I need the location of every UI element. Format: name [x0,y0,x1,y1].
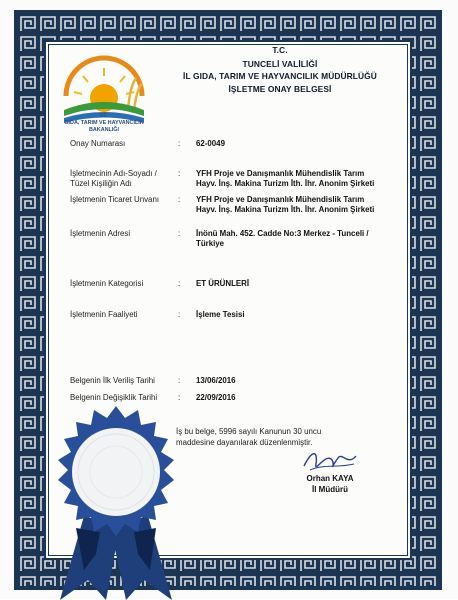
field-value-first-issue-date: 13/06/2016 [196,376,236,385]
field-label-trade-name: İşletmenin Ticaret Unvanı [70,195,160,204]
legal-note-line1: İş bu belge, 5996 sayılı Kanunun 30 uncu [176,427,322,436]
page-title: İŞLETME ONAY BELGESİ [228,84,332,94]
field-colon: : [178,310,181,319]
signatory-title: İl Müdürü [312,485,348,494]
field-label-activity: İşletmenin Faaliyeti [70,310,138,319]
legal-basis-note [176,427,396,448]
field-colon: : [178,279,181,288]
header-tc: T.C. [272,45,288,55]
field-label-category: İşletmenin Kategorisi [70,279,144,288]
field-value-address: İnönü Mah. 452. Cadde No:3 Merkez - Tunceli / [196,229,369,238]
field-value-operator-name-2: Hayv. İnş. Makina Turizm İth. İhr. Anonim Şirketi [196,179,375,188]
field-colon: : [178,393,181,402]
field-value-address-2: Türkiye [196,239,225,248]
header-directorate: İL GIDA, TARIM VE HAYVANCILIK MÜDÜRLÜĞÜ [183,71,377,81]
field-value-change-date: 22/09/2016 [196,393,236,402]
signature-mark [298,446,364,476]
field-label-change-date: Belgenin Değişiklik Tarihi [70,393,158,402]
field-colon: : [178,376,181,385]
field-value-category: ET ÜRÜNLERİ [196,279,250,288]
field-value-activity: İşleme Tesisi [196,310,245,319]
logo-caption-ministry: GIDA, TARIM VE HAYVANCILIK [64,120,144,126]
field-label-first-issue-date: Belgenin İlk Veriliş Tarihi [70,376,155,385]
header-governorship: TUNCELİ VALİLİĞİ [242,59,318,69]
field-label-operator-name: İşletmecinin Adı-Soyadı / [70,169,157,178]
field-colon: : [178,195,181,204]
field-label-address: İşletmenin Adresi [70,229,131,238]
logo-caption-tc: T.C. [99,113,109,119]
field-value-operator-name: YFH Proje ve Danışmanlık Mühendislik Tarım [196,169,365,178]
rosette-seal-icon [40,404,190,600]
field-value-approval-number: 62-0049 [196,139,225,148]
field-colon: : [178,229,181,238]
signatory-name: Orhan KAYA [306,474,354,483]
field-label-approval-number: Onay Numarası [70,139,126,148]
field-colon: : [178,139,181,148]
logo-caption-bakanlik: BAKANLIĞI [89,127,119,133]
field-colon: : [178,169,181,178]
field-label-operator-name-2: Tüzel Kişiliğin Adı [70,179,132,188]
field-value-trade-name: YFH Proje ve Danışmanlık Mühendislik Tarım [196,195,365,204]
legal-note-line2: maddesine dayanılarak düzenlenmiştir. [176,437,313,447]
field-value-trade-name-2: Hayv. İnş. Makina Turizm İth. İhr. Anonim Şirketi [196,205,375,214]
